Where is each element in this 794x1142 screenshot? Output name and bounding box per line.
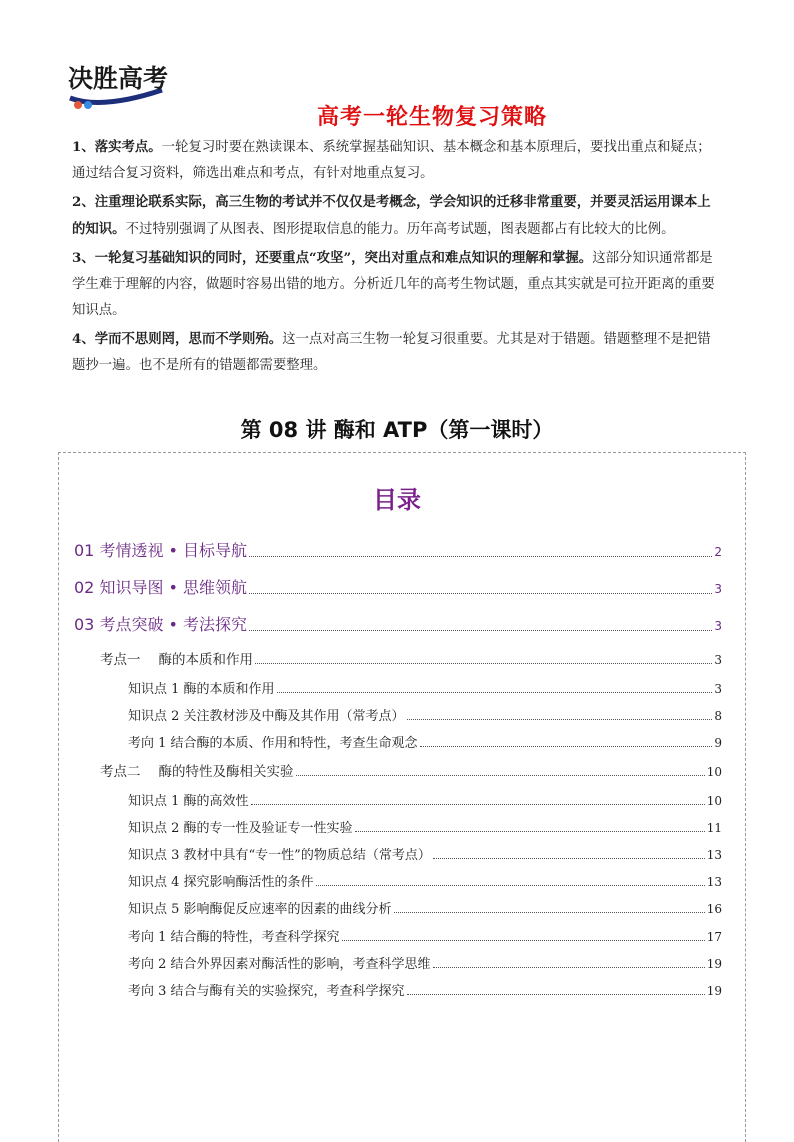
lecture-title: 第 08 讲 酶和 ATP（第一课时） bbox=[240, 418, 554, 442]
toc-entry[interactable]: 知识点 2 酶的专一性及验证专一性实验 11 bbox=[128, 821, 722, 836]
toc-entry[interactable]: 知识点 4 探究影响酶活性的条件 13 bbox=[128, 875, 722, 890]
toc-entry[interactable]: 知识点 5 影响酶促反应速率的因素的曲线分析 16 bbox=[128, 902, 722, 917]
toc-entry[interactable]: 知识点 2 关注教材涉及中酶及其作用（常考点） 8 bbox=[128, 709, 722, 724]
toc-entry[interactable]: 考点二 酶的特性及酶相关实验 10 bbox=[100, 764, 722, 780]
toc-entry[interactable]: 考向 2 结合外界因素对酶活性的影响，考查科学思维 19 bbox=[128, 957, 722, 972]
toc-entry[interactable]: 知识点 1 酶的高效性 10 bbox=[128, 794, 722, 809]
toc-entry[interactable]: 知识点 3 教材中具有“专一性”的物质总结（常考点） 13 bbox=[128, 848, 722, 863]
toc-heading: 目录 bbox=[373, 486, 421, 514]
toc-entry[interactable]: 02 知识导图 • 思维领航 3 bbox=[74, 578, 722, 597]
toc-entry[interactable]: 知识点 1 酶的本质和作用 3 bbox=[128, 682, 722, 697]
toc-entry[interactable]: 考向 3 结合与酶有关的实验探究，考查科学探究 19 bbox=[128, 984, 722, 999]
intro-section bbox=[72, 134, 722, 381]
logo-text: 决胜高考 bbox=[67, 64, 169, 93]
toc-entry[interactable]: 03 考点突破 • 考法探究 3 bbox=[74, 615, 722, 634]
intro-paragraph: 1、落实考点。一轮复习时要在熟读课本、系统掌握基础知识、基本概念和基本原理后，要找出重点和疑点；通过结合复习资料，筛选出难点和考点，有针对地重点复习。 bbox=[72, 139, 711, 181]
toc-entry[interactable]: 考点一 酶的本质和作用 3 bbox=[100, 652, 722, 668]
toc-entry[interactable]: 01 考情透视 • 目标导航 2 bbox=[74, 541, 722, 560]
intro-paragraph: 2、注重理论联系实际，高三生物的考试并不仅仅是考概念，学会知识的迁移非常重要，并要灵活运用课本上的知识。不过特别强调了从图表、图形提取信息的能力。历年高考试题，图表题都占有比较大的比例。 bbox=[72, 194, 711, 237]
intro-paragraph: 4、学而不思则罔，思而不学则殆。这一点对高三生物一轮复习很重要。尤其是对于错题。错题整理不是把错题抄一遍。也不是所有的错题都需要整理。 bbox=[72, 331, 711, 373]
toc-entry[interactable]: 考向 1 结合酶的本质、作用和特性，考查生命观念 9 bbox=[128, 736, 722, 751]
toc-entry[interactable]: 考向 1 结合酶的特性，考查科学探究 17 bbox=[128, 930, 722, 945]
intro-paragraph: 3、一轮复习基础知识的同时，还要重点“攻坚”，突出对重点和难点知识的理解和掌握。这部分知识通常都是学生难于理解的内容，做题时容易出错的地方。分析近几年的高考生物试题，重点其实就是可拉开距离的重要知识点。 bbox=[72, 250, 715, 318]
page-title: 高考一轮生物复习策略 bbox=[316, 105, 547, 130]
